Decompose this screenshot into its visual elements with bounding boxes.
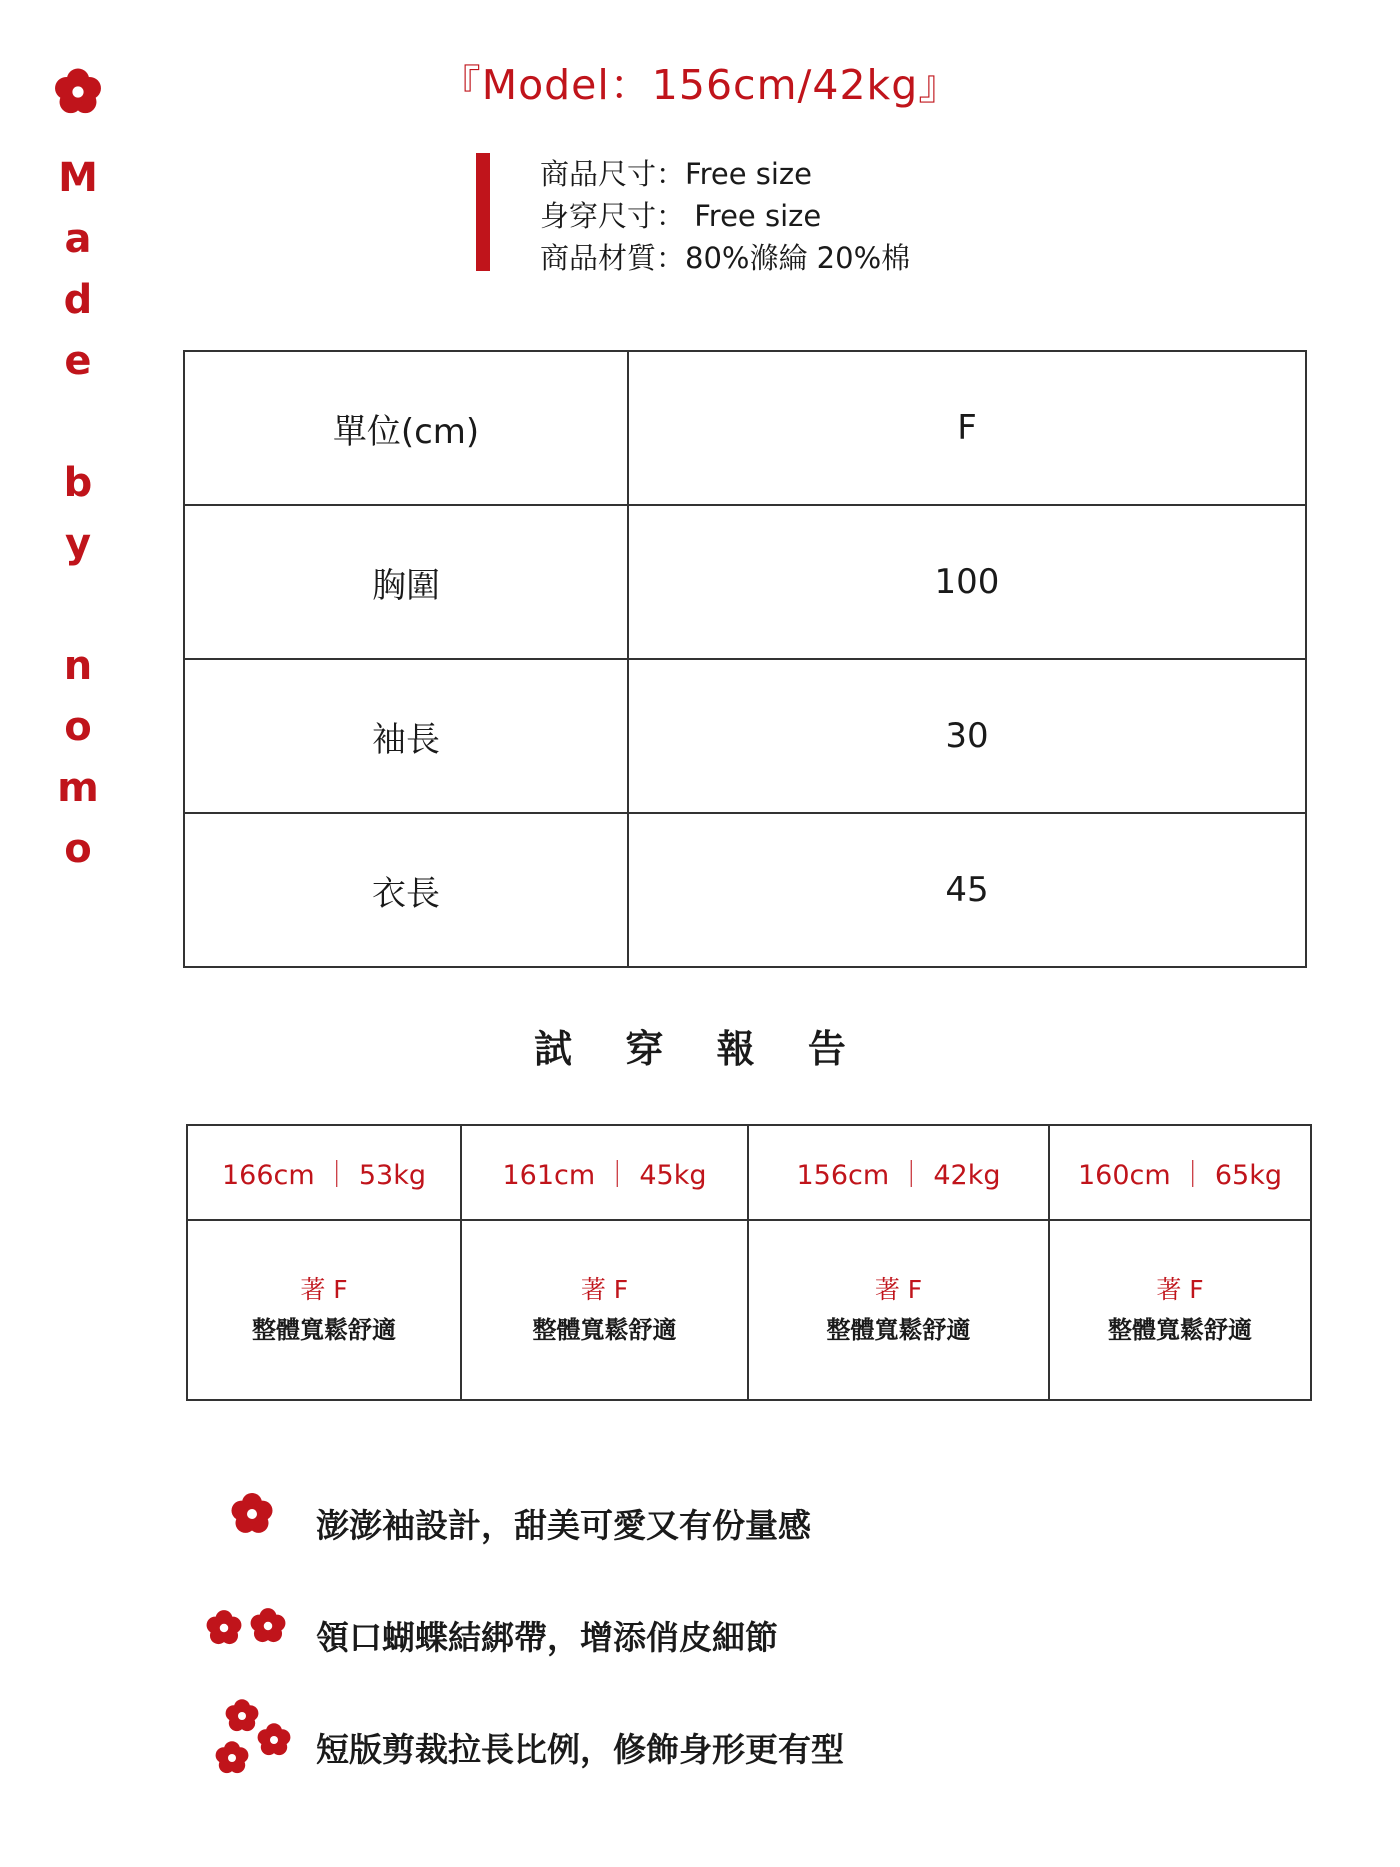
brand-letter: a (64, 216, 92, 262)
feature-item (200, 1704, 1200, 1784)
tester-body: 161cm ｜ 45kg (461, 1125, 748, 1220)
table-row (184, 659, 1306, 813)
size-table (183, 350, 1307, 968)
feature-text: 澎澎袖設計，甜美可愛又有份量感 (316, 1506, 811, 1545)
feature-text: 領口蝴蝶結綁帶，增添俏皮細節 (316, 1618, 778, 1657)
fit-size: 著 F (580, 1275, 629, 1304)
brand-letters (48, 148, 108, 880)
fit-note: 整體寬鬆舒適 (532, 1316, 677, 1344)
feature-text: 短版剪裁拉長比例，修飾身形更有型 (316, 1730, 844, 1769)
double-flower-icon (200, 1592, 300, 1672)
fit-note: 整體寬鬆舒適 (826, 1316, 971, 1344)
tester-fit (748, 1220, 1049, 1400)
triple-flower-icon (200, 1704, 300, 1784)
brand-letter: M (58, 155, 98, 201)
header-unit: 單位(cm) (184, 351, 628, 505)
table-row (184, 505, 1306, 659)
tester-fit (1049, 1220, 1311, 1400)
tester-body: 156cm ｜ 42kg (748, 1125, 1049, 1220)
tester-fit (187, 1220, 461, 1400)
brand-letter: m (57, 765, 99, 811)
brand-letter: e (64, 338, 92, 384)
accent-bar (476, 153, 490, 271)
brand-letter: b (63, 460, 93, 506)
row-value: 100 (628, 505, 1306, 659)
header-size: F (628, 351, 1306, 505)
tester-body: 160cm ｜ 65kg (1049, 1125, 1311, 1220)
brand-letter: o (64, 826, 92, 872)
fit-size: 著 F (874, 1275, 923, 1304)
model-info: 『Model：156cm/42kg』 (439, 61, 961, 109)
table-header-row (184, 351, 1306, 505)
row-label: 袖長 (184, 659, 628, 813)
brand-letter: o (64, 704, 92, 750)
fit-size: 著 F (300, 1275, 348, 1304)
table-row (184, 813, 1306, 967)
row-value: 30 (628, 659, 1306, 813)
brand-letter: n (63, 643, 93, 689)
feature-item (200, 1480, 1200, 1560)
fit-size: 著 F (1156, 1275, 1204, 1304)
row-label: 衣長 (184, 813, 628, 967)
brand-vertical (48, 64, 108, 880)
row-label: 胸圍 (184, 505, 628, 659)
spec-wear-size: 身穿尺寸： Free size (540, 199, 822, 233)
report-fit-row (187, 1220, 1311, 1400)
fit-note: 整體寬鬆舒適 (1108, 1316, 1252, 1344)
spec-material: 商品材質：80%滌綸 20%棉 (540, 241, 911, 275)
report-table (186, 1124, 1312, 1401)
report-title: 試 穿 報 告 (534, 1027, 866, 1071)
spec-lines (540, 153, 1040, 279)
brand-letter: d (63, 277, 93, 323)
tester-body: 166cm ｜ 53kg (187, 1125, 461, 1220)
spec-product-size: 商品尺寸：Free size (540, 157, 812, 191)
tester-fit (461, 1220, 748, 1400)
feature-item (200, 1592, 1200, 1672)
fit-note: 整體寬鬆舒適 (252, 1316, 396, 1344)
brand-letter: y (64, 521, 92, 567)
single-flower-icon (200, 1480, 300, 1560)
row-value: 45 (628, 813, 1306, 967)
report-body-row (187, 1125, 1311, 1220)
